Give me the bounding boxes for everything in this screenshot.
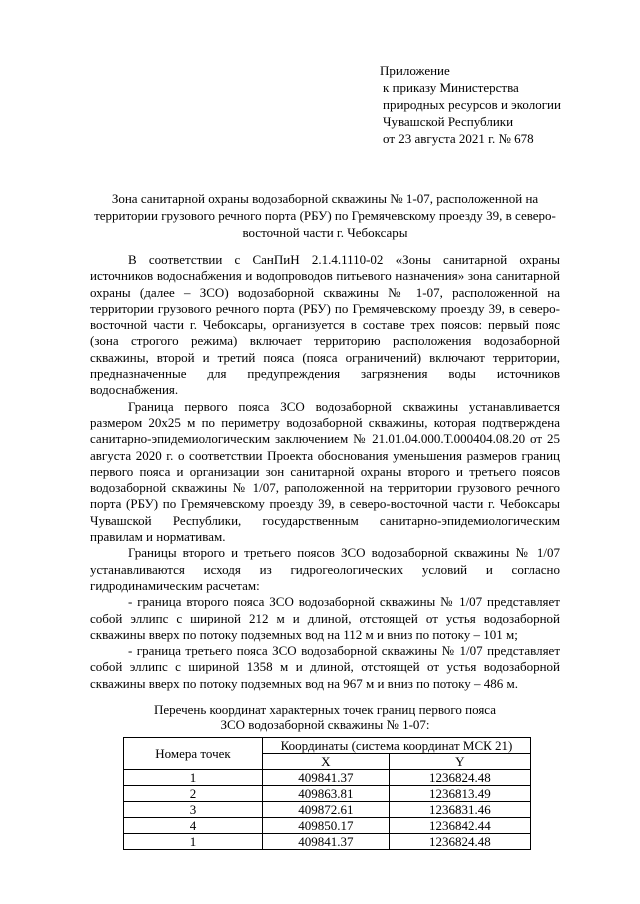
document-body [90, 252, 560, 692]
cell-x: 409850.17 [263, 818, 390, 834]
table-row [124, 770, 531, 786]
table-row [124, 818, 531, 834]
header-coordinates: Координаты (система координат МСК 21) [263, 738, 531, 754]
annex-line: Чувашской Республики [383, 114, 514, 129]
header-y: Y [389, 754, 530, 770]
table-caption [90, 702, 560, 732]
coordinates-table [123, 737, 531, 850]
cell-point: 3 [124, 802, 263, 818]
document-title: Зона санитарной охраны водозаборной скважины № 1-07, расположенной на территории грузового речного порта (РБУ) по Гремячевскому проезду 39, в северо-восточной части г. Чебоксары [94, 191, 556, 240]
cell-y: 1236813.49 [389, 786, 530, 802]
paragraph: - граница второго пояса ЗСО водозаборной скважины № 1/07 представляет собой эллипс с шириной 212 м и длиной, отстоящей от устья водозаборной скважины вверх по потоку подземных вод на 112 м и вниз по потоку – 101 м; [90, 594, 560, 642]
cell-x: 409872.61 [263, 802, 390, 818]
cell-y: 1236824.48 [389, 770, 530, 786]
cell-point: 1 [124, 770, 263, 786]
cell-y: 1236831.46 [389, 802, 530, 818]
cell-point: 1 [124, 834, 263, 850]
cell-y: 1236842.44 [389, 818, 530, 834]
paragraph: Граница первого пояса ЗСО водозаборной скважины устанавливается размером 20х25 м по периметру водозаборной скважины, которая подтверждена санитарно-эпидемиологическим заключением № 21.01.04.000.Т.000404.08.20 от 25 августа 2020 г. о соответствии Проекта обоснования уменьшения размеров границ первого пояса и организации зон санитарной охраны второго и третьего поясов водозаборной скважины № 1/07, раположенной на территории грузового речного порта (РБУ) по Гремячевскому проезду 39, в северо-восточной части г. Чебоксары Чувашской Республики, государственным санитарно-эпидемиологическим правилам и нормативам. [90, 398, 560, 545]
annex-header [380, 62, 620, 147]
table-row [124, 802, 531, 818]
paragraph: В соответствии с СанПиН 2.1.4.1110-02 «Зоны санитарной охраны источников водоснабжения и водопроводов питьевого назначения» зона санитарной охраны (далее – ЗСО) водозаборной скважины № 1-07, расположенной на территории грузового речного порта (РБУ) по Гремячевскому проезду 39, в северо-восточной части г. Чебоксары, организуется в составе трех поясов: первый пояс (зона строгого режима) включает территорию расположения водозаборной скважины, второй и третий пояса (пояса ограничений) включают территории, предназначенные для предупреждения загрязнения воды источников водоснабжения. [90, 252, 560, 398]
table-caption-line: ЗСО водозаборной скважины № 1-07: [220, 717, 430, 732]
cell-point: 2 [124, 786, 263, 802]
annex-line: природных ресурсов и экологии [383, 97, 561, 112]
table-row [124, 786, 531, 802]
annex-line: к приказу Министерства [383, 80, 519, 95]
annex-line: от 23 августа 2021 г. № 678 [383, 131, 534, 146]
paragraph: Границы второго и третьего поясов ЗСО водозаборной скважины № 1/07 устанавливаются исходя из гидрогеологических условий и согласно гидродинамическим расчетам: [90, 545, 560, 593]
table-caption-line: Перечень координат характерных точек границ первого пояса [153, 702, 497, 717]
header-x: X [263, 754, 390, 770]
cell-x: 409841.37 [263, 770, 390, 786]
annex-line: Приложение [380, 63, 450, 78]
paragraph: - граница третьего пояса ЗСО водозаборной скважины № 1/07 представляет собой эллипс с шириной 1358 м и длиной, отстоящей от устья водозаборной скважины вверх по потоку подземных вод на 967 м и вниз по потоку – 486 м. [90, 643, 560, 691]
cell-point: 4 [124, 818, 263, 834]
header-points: Номера точек [124, 738, 263, 770]
table-row [124, 834, 531, 850]
cell-x: 409841.37 [263, 834, 390, 850]
cell-x: 409863.81 [263, 786, 390, 802]
cell-y: 1236824.48 [389, 834, 530, 850]
